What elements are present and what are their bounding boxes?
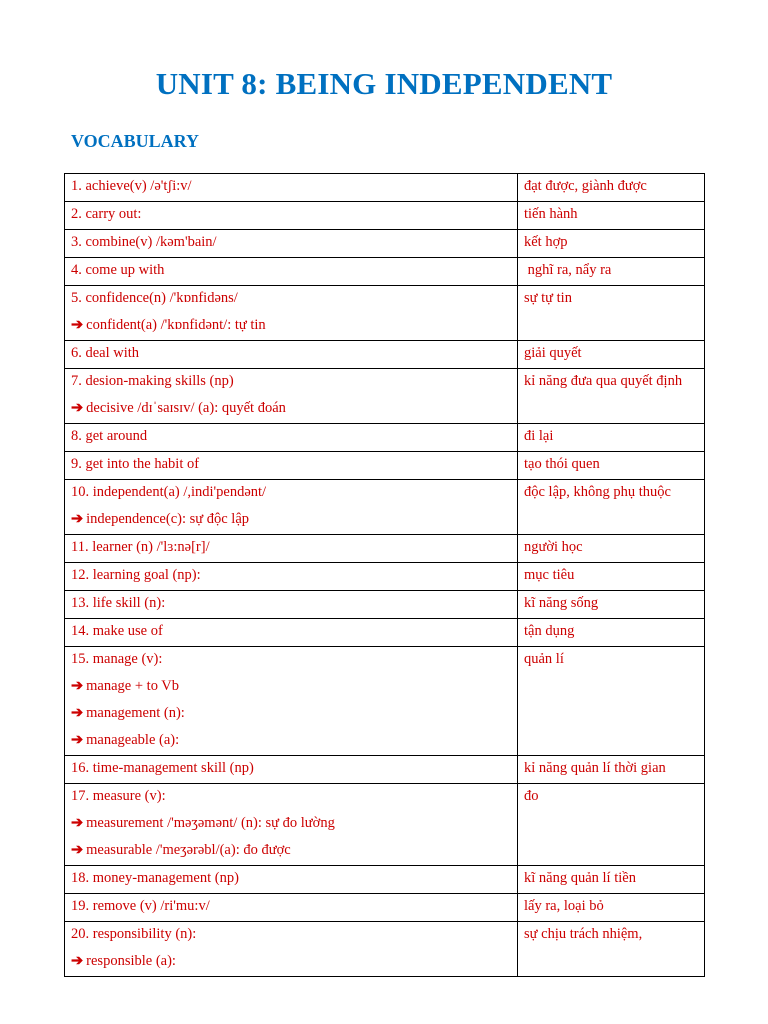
table-row	[65, 202, 705, 230]
meaning-cell	[518, 369, 705, 424]
meaning-text: tiến hành	[524, 206, 578, 222]
section-heading: VOCABULARY	[71, 131, 200, 151]
meaning-text: kỉ năng đưa qua quyết định	[524, 373, 683, 389]
term-text: 15. manage (v):	[71, 651, 163, 667]
term-cell	[65, 866, 518, 894]
derived-form-text: independence(c): sự độc lập	[86, 511, 250, 527]
meaning-text: mục tiêu	[524, 567, 575, 583]
table-row	[65, 452, 705, 480]
arrow-right-icon: ➔	[71, 732, 84, 748]
term-text: 17. measure (v):	[71, 788, 166, 804]
derived-form	[71, 510, 511, 529]
derived-form-text: manage + to Vb	[86, 678, 180, 694]
derived-form-text: measurable /'meʒərəbl/(a): đo được	[86, 842, 291, 858]
table-row	[65, 480, 705, 535]
derived-form-text: decisive /dɪˈsaɪsɪv/ (a): quyết đoán	[86, 400, 286, 416]
meaning-cell	[518, 341, 705, 369]
derived-form-text: manageable (a):	[86, 732, 180, 748]
table-row	[65, 341, 705, 369]
meaning-text: tạo thói quen	[524, 456, 600, 472]
derived-form-text: measurement /'məʒəmənt/ (n): sự đo lường	[86, 815, 335, 831]
meaning-cell	[518, 619, 705, 647]
term-cell	[65, 452, 518, 480]
meaning-cell	[518, 202, 705, 230]
meaning-cell	[518, 480, 705, 535]
table-row	[65, 894, 705, 922]
arrow-right-icon: ➔	[71, 317, 84, 333]
term-cell	[65, 563, 518, 591]
term-text: 6. deal with	[71, 345, 140, 361]
table-row	[65, 756, 705, 784]
arrow-right-icon: ➔	[71, 678, 84, 694]
table-row	[65, 424, 705, 452]
table-row	[65, 647, 705, 756]
meaning-text: kết hợp	[524, 234, 568, 250]
term-text: 16. time-management skill (np)	[71, 760, 254, 776]
term-cell	[65, 286, 518, 341]
term-cell	[65, 591, 518, 619]
term-text: 18. money-management (np)	[71, 870, 239, 886]
meaning-text: sự chịu trách nhiệm,	[524, 926, 643, 942]
meaning-cell	[518, 784, 705, 866]
derived-form	[71, 704, 511, 723]
term-text: 1. achieve(v) /ə'tʃi:v/	[71, 178, 192, 194]
derived-form-text: responsible (a):	[86, 953, 176, 969]
meaning-text: người học	[524, 539, 583, 555]
derived-form	[71, 731, 511, 750]
term-text: 11. learner (n) /'lɜ:nə[r]/	[71, 539, 210, 555]
term-cell	[65, 480, 518, 535]
derived-form	[71, 814, 511, 833]
term-text: 14. make use of	[71, 623, 163, 639]
meaning-cell	[518, 452, 705, 480]
arrow-right-icon: ➔	[71, 400, 84, 416]
term-cell	[65, 756, 518, 784]
table-row	[65, 563, 705, 591]
arrow-right-icon: ➔	[71, 842, 84, 858]
meaning-text: quản lí	[524, 651, 564, 667]
meaning-cell	[518, 174, 705, 202]
term-text: 8. get around	[71, 428, 148, 444]
term-text: 19. remove (v) /ri'mu:v/	[71, 898, 210, 914]
table-row	[65, 535, 705, 563]
meaning-cell	[518, 258, 705, 286]
table-row	[65, 230, 705, 258]
term-text: 4. come up with	[71, 262, 165, 278]
table-row	[65, 286, 705, 341]
table-row	[65, 784, 705, 866]
arrow-right-icon: ➔	[71, 705, 84, 721]
derived-form-text: management (n):	[86, 705, 185, 721]
meaning-cell	[518, 756, 705, 784]
arrow-right-icon: ➔	[71, 815, 84, 831]
derived-form	[71, 316, 511, 335]
arrow-right-icon: ➔	[71, 511, 84, 527]
meaning-text: đi lại	[524, 428, 554, 444]
meaning-cell	[518, 647, 705, 756]
meaning-cell	[518, 535, 705, 563]
derived-form	[71, 399, 511, 418]
meaning-cell	[518, 424, 705, 452]
derived-form-text: confident(a) /'kɒnfidənt/: tự tin	[86, 317, 266, 333]
term-text: 10. independent(a) /,indi'pendənt/	[71, 484, 267, 500]
table-row	[65, 174, 705, 202]
meaning-text: kĩ năng quản lí tiền	[524, 870, 636, 886]
meaning-text: kĩ năng sống	[524, 595, 599, 611]
table-row	[65, 369, 705, 424]
term-cell	[65, 369, 518, 424]
term-cell	[65, 202, 518, 230]
meaning-cell	[518, 894, 705, 922]
term-cell	[65, 784, 518, 866]
term-cell	[65, 922, 518, 977]
table-row	[65, 591, 705, 619]
term-text: 9. get into the habit of	[71, 456, 200, 472]
term-cell	[65, 258, 518, 286]
term-text: 2. carry out:	[71, 206, 142, 222]
term-cell	[65, 535, 518, 563]
meaning-cell	[518, 591, 705, 619]
table-row	[65, 866, 705, 894]
table-row	[65, 619, 705, 647]
vocabulary-table	[64, 173, 705, 977]
table-row	[65, 258, 705, 286]
meaning-cell	[518, 866, 705, 894]
term-text: 20. responsibility (n):	[71, 926, 197, 942]
page-title: UNIT 8: BEING INDEPENDENT	[155, 66, 613, 101]
meaning-text: lấy ra, loại bỏ	[524, 898, 604, 914]
meaning-cell	[518, 286, 705, 341]
table-row	[65, 922, 705, 977]
term-text: 7. desion-making skills (np)	[71, 373, 234, 389]
meaning-text: đạt được, giành được	[524, 178, 647, 194]
meaning-cell	[518, 563, 705, 591]
meaning-text: nghĩ ra, nẩy ra	[524, 262, 612, 278]
term-text: 13. life skill (n):	[71, 595, 166, 611]
term-text: 12. learning goal (np):	[71, 567, 201, 583]
meaning-text: đo	[524, 788, 539, 804]
derived-form	[71, 841, 511, 860]
meaning-text: độc lập, không phụ thuộc	[524, 484, 671, 500]
meaning-text: tận dụng	[524, 623, 575, 639]
derived-form	[71, 952, 511, 971]
term-text: 5. confidence(n) /'kɒnfidəns/	[71, 290, 238, 306]
term-cell	[65, 341, 518, 369]
term-cell	[65, 894, 518, 922]
arrow-right-icon: ➔	[71, 953, 84, 969]
term-cell	[65, 647, 518, 756]
term-cell	[65, 424, 518, 452]
meaning-text: kỉ năng quản lí thời gian	[524, 760, 666, 776]
meaning-cell	[518, 922, 705, 977]
derived-form	[71, 677, 511, 696]
term-cell	[65, 174, 518, 202]
term-cell	[65, 619, 518, 647]
term-text: 3. combine(v) /kəm'bain/	[71, 234, 217, 250]
meaning-text: giải quyết	[524, 345, 582, 361]
meaning-text: sự tự tin	[524, 290, 572, 306]
meaning-cell	[518, 230, 705, 258]
term-cell	[65, 230, 518, 258]
